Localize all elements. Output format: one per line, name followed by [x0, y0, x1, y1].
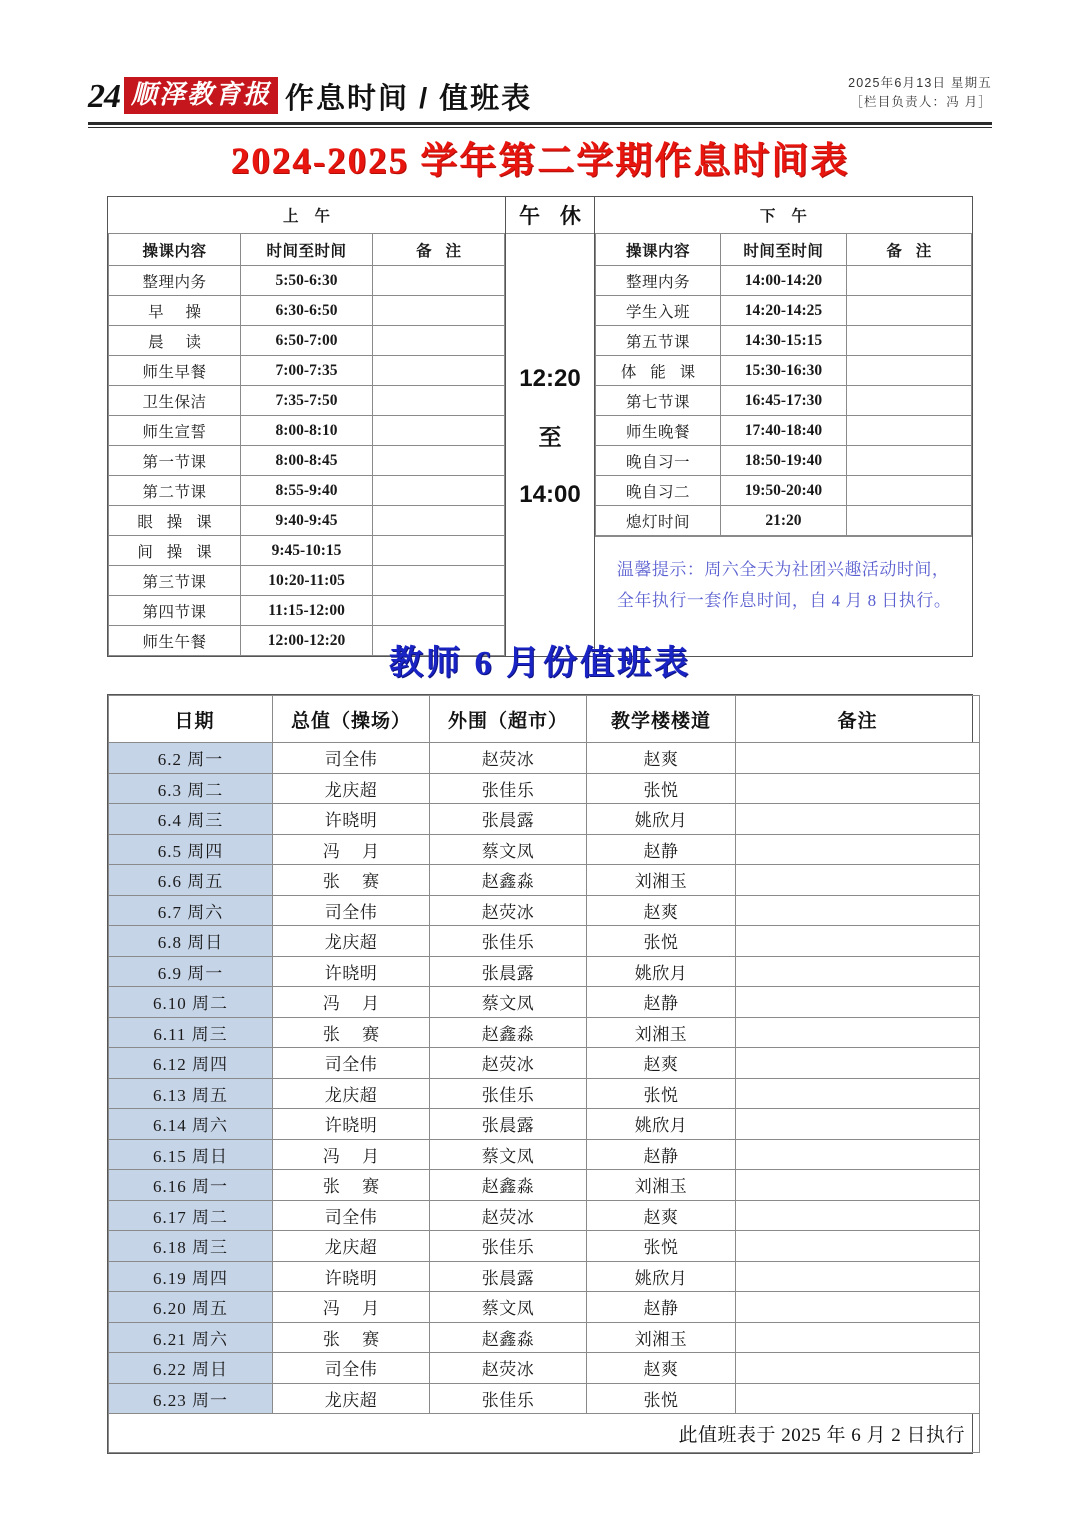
duty-date: 6.13 周五	[109, 1078, 273, 1109]
table-row	[109, 834, 980, 865]
table-row	[109, 1109, 980, 1140]
afternoon-note	[846, 476, 971, 506]
morning-section-header-row	[109, 197, 505, 234]
table-row	[109, 1292, 980, 1323]
afternoon-column	[595, 197, 972, 656]
duty-outer: 赵荧冰	[430, 1048, 587, 1079]
duty-col-note: 备注	[736, 696, 980, 743]
duty-main: 冯 月	[273, 1139, 430, 1170]
table-row	[109, 1383, 980, 1414]
duty-corridor: 赵爽	[587, 743, 736, 774]
duty-main: 司全伟	[273, 1353, 430, 1384]
table-row	[109, 386, 505, 416]
table-row	[109, 1261, 980, 1292]
duty-outer: 张佳乐	[430, 926, 587, 957]
header-rule-thin	[88, 127, 992, 128]
afternoon-table	[595, 197, 972, 536]
duty-title: 教师 6 月份值班表	[389, 645, 691, 682]
duty-date: 6.6 周五	[109, 865, 273, 896]
morning-time: 6:50-7:00	[241, 326, 373, 356]
duty-outer: 张晨露	[430, 1261, 587, 1292]
morning-item: 第四节课	[109, 596, 241, 626]
table-row	[109, 476, 505, 506]
morning-note	[373, 296, 505, 326]
afternoon-item: 熄灯时间	[595, 506, 720, 536]
table-row	[109, 356, 505, 386]
afternoon-item: 整理内务	[595, 266, 720, 296]
duty-corridor: 姚欣月	[587, 1261, 736, 1292]
morning-item: 晨 读	[109, 326, 241, 356]
morning-col-item: 操课内容	[109, 234, 241, 266]
section-title: 作息时间 / 值班表	[285, 83, 533, 115]
table-row	[109, 266, 505, 296]
morning-time: 8:55-9:40	[241, 476, 373, 506]
page-number: 24	[88, 78, 120, 115]
noon-break-column	[505, 197, 595, 656]
morning-item: 整理内务	[109, 266, 241, 296]
table-row	[109, 956, 980, 987]
duty-corridor: 姚欣月	[587, 804, 736, 835]
afternoon-time: 14:20-14:25	[721, 296, 846, 326]
table-row	[109, 596, 505, 626]
duty-outer: 蔡文凤	[430, 987, 587, 1018]
duty-main: 许晓明	[273, 1261, 430, 1292]
afternoon-column-header-row	[595, 234, 971, 266]
afternoon-note	[846, 386, 971, 416]
morning-note	[373, 596, 505, 626]
duty-main: 张 赛	[273, 865, 430, 896]
duty-corridor: 赵静	[587, 1292, 736, 1323]
duty-outer: 赵荧冰	[430, 1200, 587, 1231]
table-row	[109, 773, 980, 804]
afternoon-note	[846, 296, 971, 326]
morning-item: 早 操	[109, 296, 241, 326]
morning-time: 10:20-11:05	[241, 566, 373, 596]
duty-note	[736, 773, 980, 804]
duty-corridor: 张悦	[587, 1383, 736, 1414]
afternoon-note	[846, 266, 971, 296]
duty-corridor: 刘湘玉	[587, 1170, 736, 1201]
duty-corridor: 姚欣月	[587, 956, 736, 987]
afternoon-time: 19:50-20:40	[721, 476, 846, 506]
morning-item: 第二节课	[109, 476, 241, 506]
duty-note	[736, 1109, 980, 1140]
morning-item: 间 操 课	[109, 536, 241, 566]
duty-note	[736, 987, 980, 1018]
afternoon-time: 16:45-17:30	[721, 386, 846, 416]
duty-main: 冯 月	[273, 834, 430, 865]
duty-col-corridor: 教学楼楼道	[587, 696, 736, 743]
duty-outer: 张晨露	[430, 804, 587, 835]
duty-date: 6.8 周日	[109, 926, 273, 957]
afternoon-item: 第五节课	[595, 326, 720, 356]
duty-note	[736, 1353, 980, 1384]
duty-col-date: 日期	[109, 696, 273, 743]
duty-main: 司全伟	[273, 743, 430, 774]
masthead	[88, 68, 992, 114]
duty-date: 6.5 周四	[109, 834, 273, 865]
afternoon-item: 晚自习一	[595, 446, 720, 476]
afternoon-col-note: 备 注	[846, 234, 971, 266]
morning-table	[108, 197, 505, 656]
noon-start-time: 12:20	[519, 365, 581, 392]
schedule-tip-line2: 全年执行一套作息时间，自 4 月 8 日执行。	[616, 591, 952, 610]
duty-note	[736, 1170, 980, 1201]
duty-note	[736, 895, 980, 926]
table-row	[109, 296, 505, 326]
duty-date: 6.10 周二	[109, 987, 273, 1018]
table-row	[109, 566, 505, 596]
duty-note	[736, 804, 980, 835]
duty-col-outer: 外围（超市）	[430, 696, 587, 743]
duty-table-wrapper	[107, 694, 973, 1454]
table-row	[109, 804, 980, 835]
duty-note	[736, 1139, 980, 1170]
duty-date: 6.19 周四	[109, 1261, 273, 1292]
morning-note	[373, 266, 505, 296]
duty-outer: 赵荧冰	[430, 1353, 587, 1384]
duty-corridor: 赵爽	[587, 1200, 736, 1231]
morning-time: 7:00-7:35	[241, 356, 373, 386]
table-row	[109, 506, 505, 536]
afternoon-time: 14:00-14:20	[721, 266, 846, 296]
morning-item: 师生午餐	[109, 626, 241, 656]
morning-note	[373, 356, 505, 386]
duty-footer-note: 此值班表于 2025 年 6 月 2 日执行	[109, 1414, 980, 1453]
duty-main: 许晓明	[273, 804, 430, 835]
table-row	[109, 1353, 980, 1384]
duty-date: 6.21 周六	[109, 1322, 273, 1353]
duty-note	[736, 1048, 980, 1079]
table-row	[109, 1322, 980, 1353]
morning-note	[373, 416, 505, 446]
morning-item: 师生早餐	[109, 356, 241, 386]
morning-section-label: 上午	[109, 197, 505, 234]
duty-main: 冯 月	[273, 987, 430, 1018]
duty-corridor: 赵静	[587, 834, 736, 865]
morning-note	[373, 566, 505, 596]
duty-date: 6.20 周五	[109, 1292, 273, 1323]
duty-date: 6.16 周一	[109, 1170, 273, 1201]
duty-main: 司全伟	[273, 895, 430, 926]
duty-date: 6.14 周六	[109, 1109, 273, 1140]
morning-time: 11:15-12:00	[241, 596, 373, 626]
morning-time: 8:00-8:45	[241, 446, 373, 476]
morning-note	[373, 506, 505, 536]
table-row	[595, 326, 971, 356]
table-row	[109, 1200, 980, 1231]
duty-main: 许晓明	[273, 1109, 430, 1140]
duty-main: 张 赛	[273, 1322, 430, 1353]
duty-outer: 蔡文凤	[430, 1139, 587, 1170]
afternoon-section-label: 下午	[595, 197, 971, 234]
table-row	[109, 1017, 980, 1048]
duty-note	[736, 1292, 980, 1323]
duty-note	[736, 1017, 980, 1048]
masthead-meta	[848, 74, 992, 114]
duty-outer: 张晨露	[430, 956, 587, 987]
afternoon-col-item: 操课内容	[595, 234, 720, 266]
table-row	[109, 1078, 980, 1109]
table-row	[109, 536, 505, 566]
morning-time: 9:45-10:15	[241, 536, 373, 566]
duty-corridor: 张悦	[587, 1078, 736, 1109]
duty-date: 6.17 周二	[109, 1200, 273, 1231]
table-row	[595, 386, 971, 416]
duty-date: 6.11 周三	[109, 1017, 273, 1048]
duty-date: 6.18 周三	[109, 1231, 273, 1262]
morning-time: 8:00-8:10	[241, 416, 373, 446]
duty-corridor: 赵爽	[587, 1048, 736, 1079]
duty-outer: 张佳乐	[430, 773, 587, 804]
afternoon-item: 学生入班	[595, 296, 720, 326]
table-row	[595, 296, 971, 326]
issue-date: 2025年6月13日 星期五	[848, 76, 992, 90]
duty-outer: 赵鑫淼	[430, 1322, 587, 1353]
noon-break-label: 午 休	[506, 197, 594, 234]
duty-note	[736, 834, 980, 865]
duty-main: 张 赛	[273, 1170, 430, 1201]
schedule-block	[107, 196, 973, 657]
table-row	[109, 743, 980, 774]
morning-note	[373, 326, 505, 356]
duty-main: 许晓明	[273, 956, 430, 987]
morning-col-note: 备 注	[373, 234, 505, 266]
afternoon-note	[846, 356, 971, 386]
duty-main: 龙庆超	[273, 1231, 430, 1262]
afternoon-time: 17:40-18:40	[721, 416, 846, 446]
morning-time: 12:00-12:20	[241, 626, 373, 656]
duty-main: 龙庆超	[273, 773, 430, 804]
table-row	[109, 987, 980, 1018]
duty-corridor: 张悦	[587, 926, 736, 957]
duty-corridor: 赵静	[587, 1139, 736, 1170]
table-row	[595, 356, 971, 386]
duty-outer: 张佳乐	[430, 1383, 587, 1414]
afternoon-section-header-row	[595, 197, 971, 234]
duty-date: 6.22 周日	[109, 1353, 273, 1384]
duty-corridor: 刘湘玉	[587, 865, 736, 896]
duty-note	[736, 1322, 980, 1353]
afternoon-time: 21:20	[721, 506, 846, 536]
duty-outer: 赵荧冰	[430, 743, 587, 774]
duty-corridor: 刘湘玉	[587, 1322, 736, 1353]
duty-date: 6.15 周日	[109, 1139, 273, 1170]
morning-column-header-row	[109, 234, 505, 266]
table-row	[109, 416, 505, 446]
duty-col-main: 总值（操场）	[273, 696, 430, 743]
table-row	[109, 1231, 980, 1262]
duty-note	[736, 865, 980, 896]
duty-corridor: 张悦	[587, 773, 736, 804]
duty-note	[736, 1200, 980, 1231]
morning-time: 5:50-6:30	[241, 266, 373, 296]
duty-date: 6.23 周一	[109, 1383, 273, 1414]
schedule-title: 2024-2025 学年第二学期作息时间表	[230, 141, 850, 182]
morning-note	[373, 536, 505, 566]
duty-note	[736, 1078, 980, 1109]
duty-outer: 张佳乐	[430, 1231, 587, 1262]
duty-note	[736, 1261, 980, 1292]
afternoon-col-time: 时间至时间	[721, 234, 846, 266]
table-row	[595, 446, 971, 476]
table-row	[595, 416, 971, 446]
editor-note: ［栏目负责人：冯 月］	[850, 95, 992, 109]
schedule-tip	[595, 536, 972, 632]
morning-note	[373, 446, 505, 476]
duty-date: 6.12 周四	[109, 1048, 273, 1079]
noon-break-range	[506, 234, 594, 640]
duty-date: 6.4 周三	[109, 804, 273, 835]
afternoon-note	[846, 446, 971, 476]
table-row	[109, 446, 505, 476]
duty-note	[736, 1383, 980, 1414]
duty-footer-row	[109, 1414, 980, 1453]
duty-note	[736, 926, 980, 957]
duty-header-row	[109, 696, 980, 743]
duty-note	[736, 956, 980, 987]
duty-date: 6.7 周六	[109, 895, 273, 926]
table-row	[109, 1048, 980, 1079]
afternoon-note	[846, 326, 971, 356]
duty-main: 张 赛	[273, 1017, 430, 1048]
duty-note	[736, 743, 980, 774]
duty-outer: 张晨露	[430, 1109, 587, 1140]
morning-time: 6:30-6:50	[241, 296, 373, 326]
duty-corridor: 赵静	[587, 987, 736, 1018]
table-row	[109, 1170, 980, 1201]
table-row	[595, 476, 971, 506]
duty-outer: 张佳乐	[430, 1078, 587, 1109]
duty-date: 6.2 周一	[109, 743, 273, 774]
morning-item: 眼 操 课	[109, 506, 241, 536]
afternoon-time: 15:30-16:30	[721, 356, 846, 386]
duty-date: 6.3 周二	[109, 773, 273, 804]
duty-outer: 蔡文凤	[430, 1292, 587, 1323]
duty-outer: 赵鑫淼	[430, 865, 587, 896]
duty-corridor: 张悦	[587, 1231, 736, 1262]
header-rule-thick	[88, 122, 992, 125]
morning-time: 7:35-7:50	[241, 386, 373, 416]
noon-end-time: 14:00	[519, 481, 581, 508]
table-row	[109, 926, 980, 957]
duty-main: 龙庆超	[273, 926, 430, 957]
morning-note	[373, 386, 505, 416]
table-row	[109, 895, 980, 926]
table-row	[109, 326, 505, 356]
duty-outer: 赵鑫淼	[430, 1170, 587, 1201]
morning-item: 卫生保洁	[109, 386, 241, 416]
table-row	[595, 266, 971, 296]
afternoon-time: 14:30-15:15	[721, 326, 846, 356]
table-row	[109, 1139, 980, 1170]
duty-main: 司全伟	[273, 1200, 430, 1231]
duty-corridor: 赵爽	[587, 1353, 736, 1384]
duty-main: 龙庆超	[273, 1078, 430, 1109]
morning-column	[108, 197, 505, 656]
duty-main: 龙庆超	[273, 1383, 430, 1414]
table-row	[595, 506, 971, 536]
duty-main: 冯 月	[273, 1292, 430, 1323]
afternoon-note	[846, 506, 971, 536]
morning-note	[373, 476, 505, 506]
morning-col-time: 时间至时间	[241, 234, 373, 266]
table-row	[109, 865, 980, 896]
duty-corridor: 赵爽	[587, 895, 736, 926]
afternoon-item: 晚自习二	[595, 476, 720, 506]
afternoon-item: 第七节课	[595, 386, 720, 416]
afternoon-item: 体 能 课	[595, 356, 720, 386]
duty-outer: 蔡文凤	[430, 834, 587, 865]
afternoon-time: 18:50-19:40	[721, 446, 846, 476]
morning-item: 师生宣誓	[109, 416, 241, 446]
publication-logo: 顺泽教育报	[124, 77, 278, 114]
duty-table	[108, 695, 980, 1453]
schedule-tip-line1: 温馨提示：周六全天为社团兴趣活动时间，	[616, 560, 950, 579]
afternoon-note	[846, 416, 971, 446]
morning-item: 第一节课	[109, 446, 241, 476]
noon-connector: 至	[538, 424, 562, 450]
duty-main: 司全伟	[273, 1048, 430, 1079]
duty-corridor: 姚欣月	[587, 1109, 736, 1140]
duty-date: 6.9 周一	[109, 956, 273, 987]
morning-item: 第三节课	[109, 566, 241, 596]
afternoon-item: 师生晚餐	[595, 416, 720, 446]
duty-outer: 赵荧冰	[430, 895, 587, 926]
duty-outer: 赵鑫淼	[430, 1017, 587, 1048]
duty-corridor: 刘湘玉	[587, 1017, 736, 1048]
duty-note	[736, 1231, 980, 1262]
morning-time: 9:40-9:45	[241, 506, 373, 536]
